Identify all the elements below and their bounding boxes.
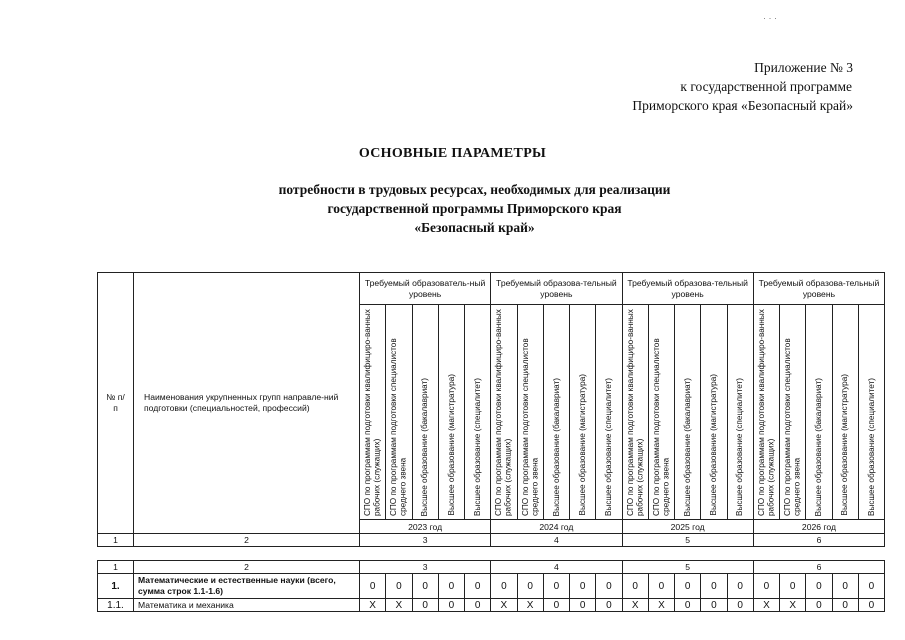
scan-marks: · · · (763, 13, 777, 23)
edu-level-label: СПО по программам подготовки квалифициро-ванных рабочих (служащих) (625, 309, 645, 516)
edu-level-header (832, 305, 858, 520)
value-cell: 0 (570, 574, 596, 599)
edu-level-group-header: Требуемый образова-тельный уровень (753, 273, 884, 305)
value-cell: 0 (858, 599, 884, 612)
col-header-number: № п/п (98, 273, 134, 534)
edu-level-label: Высшее образование (специалитет) (604, 378, 614, 516)
edu-level-header (438, 305, 464, 520)
edu-level-label: Высшее образование (магистратура) (446, 374, 456, 516)
value-cell: 0 (570, 599, 596, 612)
row-name: Математика и механика (134, 599, 360, 612)
value-cell: 0 (543, 599, 569, 612)
value-cell: 0 (622, 574, 648, 599)
value-cell: Х (622, 599, 648, 612)
value-cell: 0 (858, 574, 884, 599)
year-header: 2023 год (360, 520, 491, 534)
value-cell: 0 (596, 599, 622, 612)
header-number-cell: 2 (134, 561, 360, 574)
edu-level-label: СПО по программам подготовки квалифициро-ванных рабочих (служащих) (494, 309, 513, 516)
row-number: 1. (98, 574, 134, 599)
value-cell: 0 (806, 599, 832, 612)
edu-level-label: СПО по программам подготовки специалистов среднего звена (651, 338, 671, 516)
value-cell: Х (360, 599, 386, 612)
edu-level-header (858, 305, 884, 520)
edu-level-label: СПО по программам подготовки квалифициро-ванных рабочих (служащих) (756, 309, 776, 516)
header-number-cell: 6 (753, 534, 884, 547)
value-cell: Х (386, 599, 412, 612)
edu-level-label: Высшее образование (магистратура) (577, 374, 587, 516)
edu-level-label: Высшее образование (специалитет) (735, 378, 745, 516)
subtitle-line-2: государственной программы Приморского края (327, 201, 622, 216)
edu-level-header (701, 305, 727, 520)
value-cell: 0 (465, 599, 491, 612)
header-number-cell: 4 (491, 561, 622, 574)
value-cell: 0 (780, 574, 806, 599)
value-cell: 0 (438, 574, 464, 599)
year-header: 2025 год (622, 520, 753, 534)
edu-level-label: Высшее образование (бакалавриат) (682, 377, 692, 516)
value-cell: 0 (701, 574, 727, 599)
header-number-cell: 6 (753, 561, 884, 574)
value-cell: 0 (596, 574, 622, 599)
edu-level-label: Высшее образование (бакалавриат) (551, 377, 561, 516)
value-cell: 0 (517, 574, 543, 599)
edu-level-label: СПО по программам подготовки специалистов среднего звена (783, 338, 802, 516)
parameters-table (97, 272, 884, 612)
edu-level-header (570, 305, 596, 520)
edu-level-header (491, 305, 517, 520)
appendix-line-1: Приложение № 3 (754, 60, 853, 75)
edu-level-header (806, 305, 832, 520)
value-cell: 0 (832, 574, 858, 599)
edu-level-header (465, 305, 491, 520)
value-cell: 0 (412, 574, 438, 599)
value-cell: 0 (438, 599, 464, 612)
row-number: 1.1. (98, 599, 134, 612)
edu-level-label: СПО по программам подготовки специалистов среднего звена (389, 338, 408, 516)
value-cell: 0 (360, 574, 386, 599)
edu-level-header (360, 305, 386, 520)
appendix-line-2: к государственной программе (680, 79, 852, 94)
edu-level-header (386, 305, 412, 520)
value-cell: 0 (412, 599, 438, 612)
edu-level-header (675, 305, 701, 520)
header-number-cell: 5 (622, 534, 753, 547)
value-cell: 0 (648, 574, 674, 599)
edu-level-header (596, 305, 622, 520)
edu-level-header (648, 305, 674, 520)
document-subtitle (22, 180, 905, 237)
value-cell: Х (753, 599, 779, 612)
header-number-cell: 1 (98, 561, 134, 574)
value-cell: Х (491, 599, 517, 612)
edu-level-group-header: Требуемый образователь-ный уровень (360, 273, 491, 305)
edu-level-label: Высшее образование (специалитет) (472, 378, 482, 516)
header-number-cell: 1 (98, 534, 134, 547)
value-cell: 0 (832, 599, 858, 612)
col-header-name: Наименования укрупненных групп направле-ний подготовки (специальностей, профессий) (134, 273, 360, 534)
edu-level-group-header: Требуемый образова-тельный уровень (622, 273, 753, 305)
appendix-line-3: Приморского края «Безопасный край» (632, 98, 853, 113)
edu-level-label: Высшее образование (магистратура) (709, 374, 719, 516)
edu-level-header (543, 305, 569, 520)
value-cell: 0 (806, 574, 832, 599)
edu-level-label: Высшее образование (бакалавриат) (814, 377, 824, 516)
edu-level-label: Высшее образование (бакалавриат) (420, 377, 430, 516)
value-cell: Х (648, 599, 674, 612)
edu-level-header (622, 305, 648, 520)
edu-level-label: СПО по программам подготовки специалистов среднего звена (520, 338, 540, 516)
value-cell: 0 (386, 574, 412, 599)
appendix-header (632, 58, 853, 115)
value-cell: 0 (543, 574, 569, 599)
edu-level-header (517, 305, 543, 520)
header-number-cell: 4 (491, 534, 622, 547)
value-cell: 0 (491, 574, 517, 599)
header-number-cell: 2 (134, 534, 360, 547)
edu-level-label: СПО по программам подготовки квалифициро-ванных рабочих (служащих) (363, 309, 382, 516)
value-cell: Х (517, 599, 543, 612)
value-cell: 0 (465, 574, 491, 599)
value-cell: 0 (675, 574, 701, 599)
value-cell: Х (780, 599, 806, 612)
document-title: ОСНОВНЫЕ ПАРАМЕТРЫ (358, 146, 547, 161)
edu-level-header (412, 305, 438, 520)
header-number-cell: 5 (622, 561, 753, 574)
value-cell: 0 (675, 599, 701, 612)
edu-level-label: Высшее образование (специалитет) (866, 378, 876, 516)
year-header: 2026 год (753, 520, 884, 534)
edu-level-header (753, 305, 779, 520)
value-cell: 0 (727, 574, 753, 599)
edu-level-header (780, 305, 806, 520)
value-cell: 0 (701, 599, 727, 612)
value-cell: 0 (753, 574, 779, 599)
edu-level-group-header: Требуемый образова-тельный уровень (491, 273, 622, 305)
header-number-cell: 3 (360, 561, 491, 574)
edu-level-label: Высшее образование (магистратура) (840, 374, 850, 516)
header-number-cell: 3 (360, 534, 491, 547)
year-header: 2024 год (491, 520, 622, 534)
edu-level-header (727, 305, 753, 520)
row-name: Математические и естественные науки (всего, сумма строк 1.1-1.6) (134, 574, 360, 599)
subtitle-line-3: «Безопасный край» (414, 220, 535, 235)
subtitle-line-1: потребности в трудовых ресурсах, необходимых для реализации (278, 182, 671, 197)
value-cell: 0 (727, 599, 753, 612)
